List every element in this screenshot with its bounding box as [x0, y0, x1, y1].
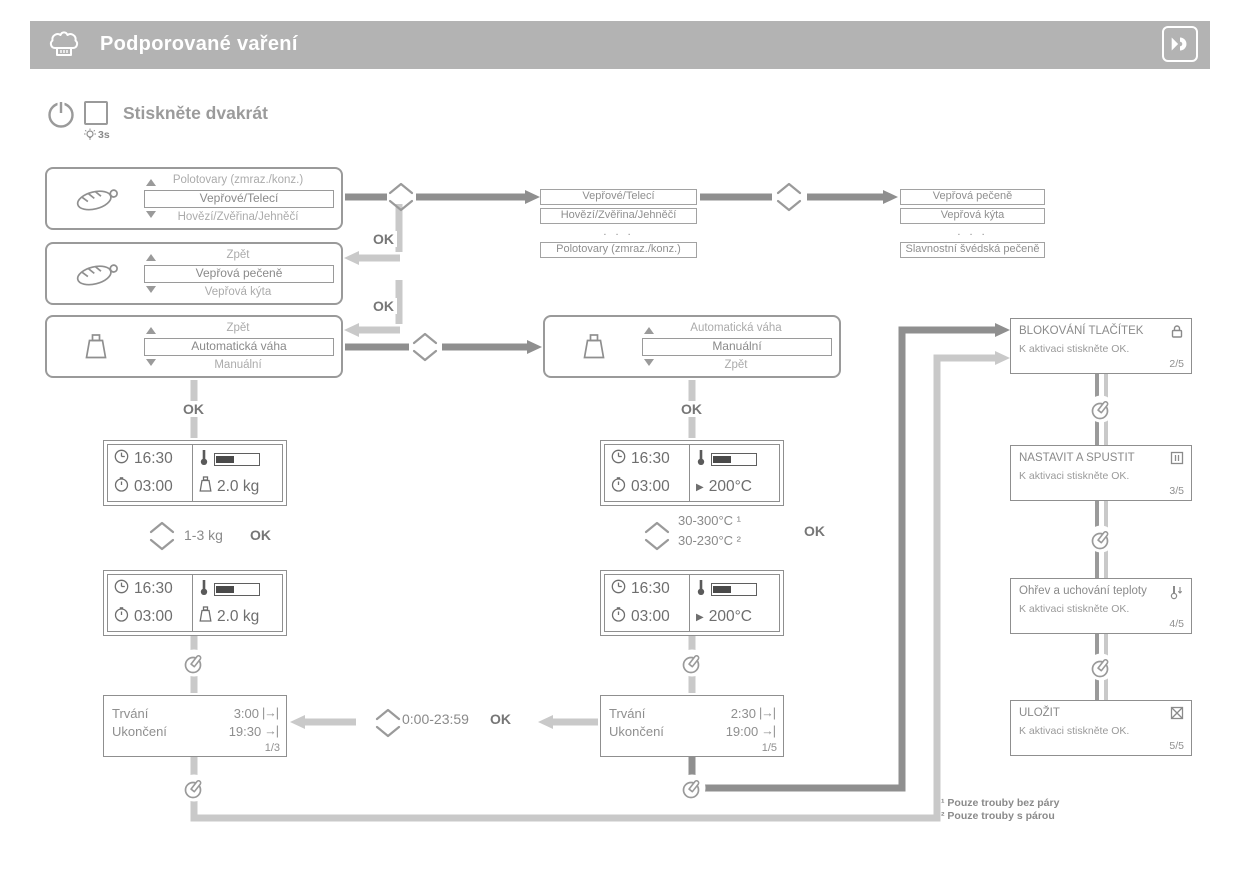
duration-icon: |→| — [262, 706, 278, 720]
option-save — [1010, 700, 1192, 756]
electrolux-logo — [1162, 26, 1198, 62]
screen-selected-item: Manuální — [642, 338, 832, 356]
option-title: NASTAVIT A SPUSTIT — [1019, 452, 1135, 464]
end-time-value: 19:00 — [725, 723, 759, 739]
time-of-day: 16:30 — [631, 580, 670, 597]
heat-progress-bar — [711, 453, 757, 466]
weight-range-label: 1-3 kg — [184, 527, 223, 543]
screen-down-label: Zpět — [724, 359, 748, 371]
category-options-list — [540, 189, 697, 258]
knob-press-icon — [1087, 653, 1115, 681]
end-time-icon: →| — [761, 724, 775, 738]
screen-down-label: Manuální — [214, 359, 262, 371]
hold-time-label: 3s — [98, 129, 110, 141]
clock-icon — [114, 579, 129, 599]
timer-icon — [611, 477, 626, 497]
press-twice-instruction: Stiskněte dvakrát — [123, 103, 268, 123]
heat-progress-bar — [214, 583, 260, 596]
end-time-icon: →| — [264, 724, 278, 738]
screen-weight-auto — [45, 315, 343, 378]
knob-press-icon — [678, 774, 706, 802]
option-subtitle: K aktivaci stiskněte OK. — [1019, 343, 1130, 355]
duration-label: Trvání — [609, 705, 646, 721]
heat-progress-bar — [214, 453, 260, 466]
option-title: BLOKOVÁNÍ TLAČÍTEK — [1019, 325, 1144, 337]
thermometer-icon — [696, 578, 706, 601]
page-indicator: 5/5 — [1169, 740, 1184, 752]
temperature-value: 200°C — [708, 478, 752, 495]
clock-icon — [114, 449, 129, 469]
knob-press-icon — [1087, 525, 1115, 553]
temperature-value: 200°C — [708, 608, 752, 625]
time-of-day: 16:30 — [631, 450, 670, 467]
knob-press-icon — [1087, 395, 1115, 423]
chevron-down-icon — [377, 727, 399, 736]
heat-progress-fill — [713, 456, 731, 463]
chevron-down-icon — [151, 540, 173, 549]
duration-value: 3:00 — [233, 705, 259, 721]
lamp-icon — [83, 128, 97, 147]
duration-icon: |→| — [759, 706, 775, 720]
clock-icon — [611, 579, 626, 599]
oven-display — [103, 570, 287, 636]
screen-category — [45, 167, 343, 230]
weight-icon — [199, 606, 212, 628]
screen-selected-item: Vepřové/Telecí — [144, 190, 334, 208]
list-ellipsis: . . . — [603, 226, 634, 238]
screen-up-label: Automatická váha — [690, 322, 782, 334]
option-subtitle: K aktivaci stiskněte OK. — [1019, 603, 1130, 615]
save-memory-icon — [1170, 706, 1184, 725]
chevron-up-icon — [151, 523, 173, 532]
end-time-label: Ukončení — [609, 723, 664, 739]
chevron-up-icon — [390, 184, 412, 193]
timer-icon — [114, 477, 129, 497]
time-of-day: 16:30 — [134, 450, 173, 467]
list-ellipsis: . . . — [957, 226, 988, 238]
ok-label: OK — [487, 711, 514, 727]
weight-icon — [199, 476, 212, 498]
ok-label: OK — [678, 401, 705, 417]
duration-label: Trvání — [112, 705, 149, 721]
screen-down-label: Hovězí/Zvěřina/Jehněčí — [177, 211, 299, 223]
cook-duration: 03:00 — [134, 608, 173, 625]
heat-progress-fill — [713, 586, 731, 593]
footnote: ² Pouze trouby s párou — [941, 810, 1055, 822]
list-item: Vepřová pečeně — [900, 189, 1045, 205]
option-key-lock — [1010, 318, 1192, 374]
set-and-start-icon — [1170, 451, 1184, 470]
meat-icon — [57, 169, 135, 228]
chevron-down-icon — [646, 540, 668, 549]
chevron-up-icon — [778, 184, 800, 193]
option-title: ULOŽIT — [1019, 707, 1060, 719]
page-indicator: 4/5 — [1169, 618, 1184, 630]
footnote: ¹ Pouze trouby bez páry — [941, 797, 1060, 809]
screen-selected-item: Automatická váha — [144, 338, 334, 356]
time-settings-screen — [103, 695, 287, 757]
chevron-up-icon — [414, 334, 436, 343]
screen-weight-manual — [543, 315, 841, 378]
cook-duration: 03:00 — [631, 478, 670, 495]
weight-value: 2.0 kg — [217, 478, 260, 495]
screen-down-label: Vepřová kýta — [204, 286, 272, 298]
weight-icon — [57, 317, 135, 376]
option-heat-and-hold — [1010, 578, 1192, 634]
weight-value: 2.0 kg — [217, 608, 260, 625]
knob-press-icon — [180, 649, 208, 677]
page-indicator: 2/5 — [1169, 358, 1184, 370]
page-indicator: 1/5 — [761, 742, 777, 754]
duration-value: 2:30 — [730, 705, 756, 721]
option-set-and-start — [1010, 445, 1192, 501]
list-item: Vepřové/Telecí — [540, 189, 697, 205]
thermometer-icon — [199, 448, 209, 471]
lock-icon — [1170, 324, 1184, 344]
screen-up-label: Polotovary (zmraz./konz.) — [172, 174, 304, 186]
list-item: Vepřová kýta — [900, 208, 1045, 224]
mode-button-icon — [84, 101, 108, 125]
cook-duration: 03:00 — [134, 478, 173, 495]
screen-up-label: Zpět — [226, 249, 250, 261]
screen-selected-item: Vepřová pečeně — [144, 265, 334, 283]
list-item: Slavnostní švédská pečeně — [900, 242, 1045, 258]
footnotes — [941, 797, 1059, 823]
chef-hat-icon — [46, 29, 82, 66]
temp-range-no-steam-label: 30-300°C ¹ — [678, 513, 742, 528]
list-item: Hovězí/Zvěřina/Jehněčí — [540, 208, 697, 224]
page-header — [30, 21, 1210, 69]
chevron-up-icon — [377, 710, 399, 719]
ok-label: OK — [370, 231, 397, 247]
end-time-value: 19:30 — [228, 723, 262, 739]
power-icon — [45, 98, 77, 135]
play-icon: ▶ — [696, 481, 704, 493]
page-title: Podporované vaření — [100, 33, 298, 55]
chevron-down-icon — [778, 201, 800, 210]
clock-icon — [611, 449, 626, 469]
heat-progress-bar — [711, 583, 757, 596]
heat-progress-fill — [216, 586, 234, 593]
play-icon: ▶ — [696, 611, 704, 623]
oven-display — [103, 440, 287, 506]
timer-icon — [611, 607, 626, 627]
dish-options-list — [900, 189, 1045, 258]
screen-dish — [45, 242, 343, 305]
chevron-up-icon — [646, 523, 668, 532]
list-item: Polotovary (zmraz./konz.) — [540, 242, 697, 258]
end-time-label: Ukončení — [112, 723, 167, 739]
screen-up-label: Zpět — [226, 322, 250, 334]
time-settings-screen — [600, 695, 784, 757]
timer-icon — [114, 607, 129, 627]
page-indicator: 1/3 — [264, 742, 280, 754]
knob-press-icon — [678, 649, 706, 677]
ok-label: OK — [801, 523, 828, 539]
thermometer-icon — [199, 578, 209, 601]
end-time-range-label: 0:00-23:59 — [402, 711, 469, 727]
meat-icon — [57, 244, 135, 303]
knob-press-icon — [180, 774, 208, 802]
option-subtitle: K aktivaci stiskněte OK. — [1019, 470, 1130, 482]
temp-range-steam-label: 30-230°C ² — [678, 533, 742, 548]
heat-hold-icon — [1170, 584, 1184, 605]
option-subtitle: K aktivaci stiskněte OK. — [1019, 725, 1130, 737]
time-of-day: 16:30 — [134, 580, 173, 597]
page-indicator: 3/5 — [1169, 485, 1184, 497]
oven-display — [600, 440, 784, 506]
ok-label: OK — [247, 527, 274, 543]
thermometer-icon — [696, 448, 706, 471]
option-title: Ohřev a uchování teploty — [1019, 585, 1147, 597]
oven-display — [600, 570, 784, 636]
heat-progress-fill — [216, 456, 234, 463]
chevron-down-icon — [414, 351, 436, 360]
ok-label: OK — [370, 298, 397, 314]
weight-icon — [555, 317, 633, 376]
ok-label: OK — [180, 401, 207, 417]
cook-duration: 03:00 — [631, 608, 670, 625]
